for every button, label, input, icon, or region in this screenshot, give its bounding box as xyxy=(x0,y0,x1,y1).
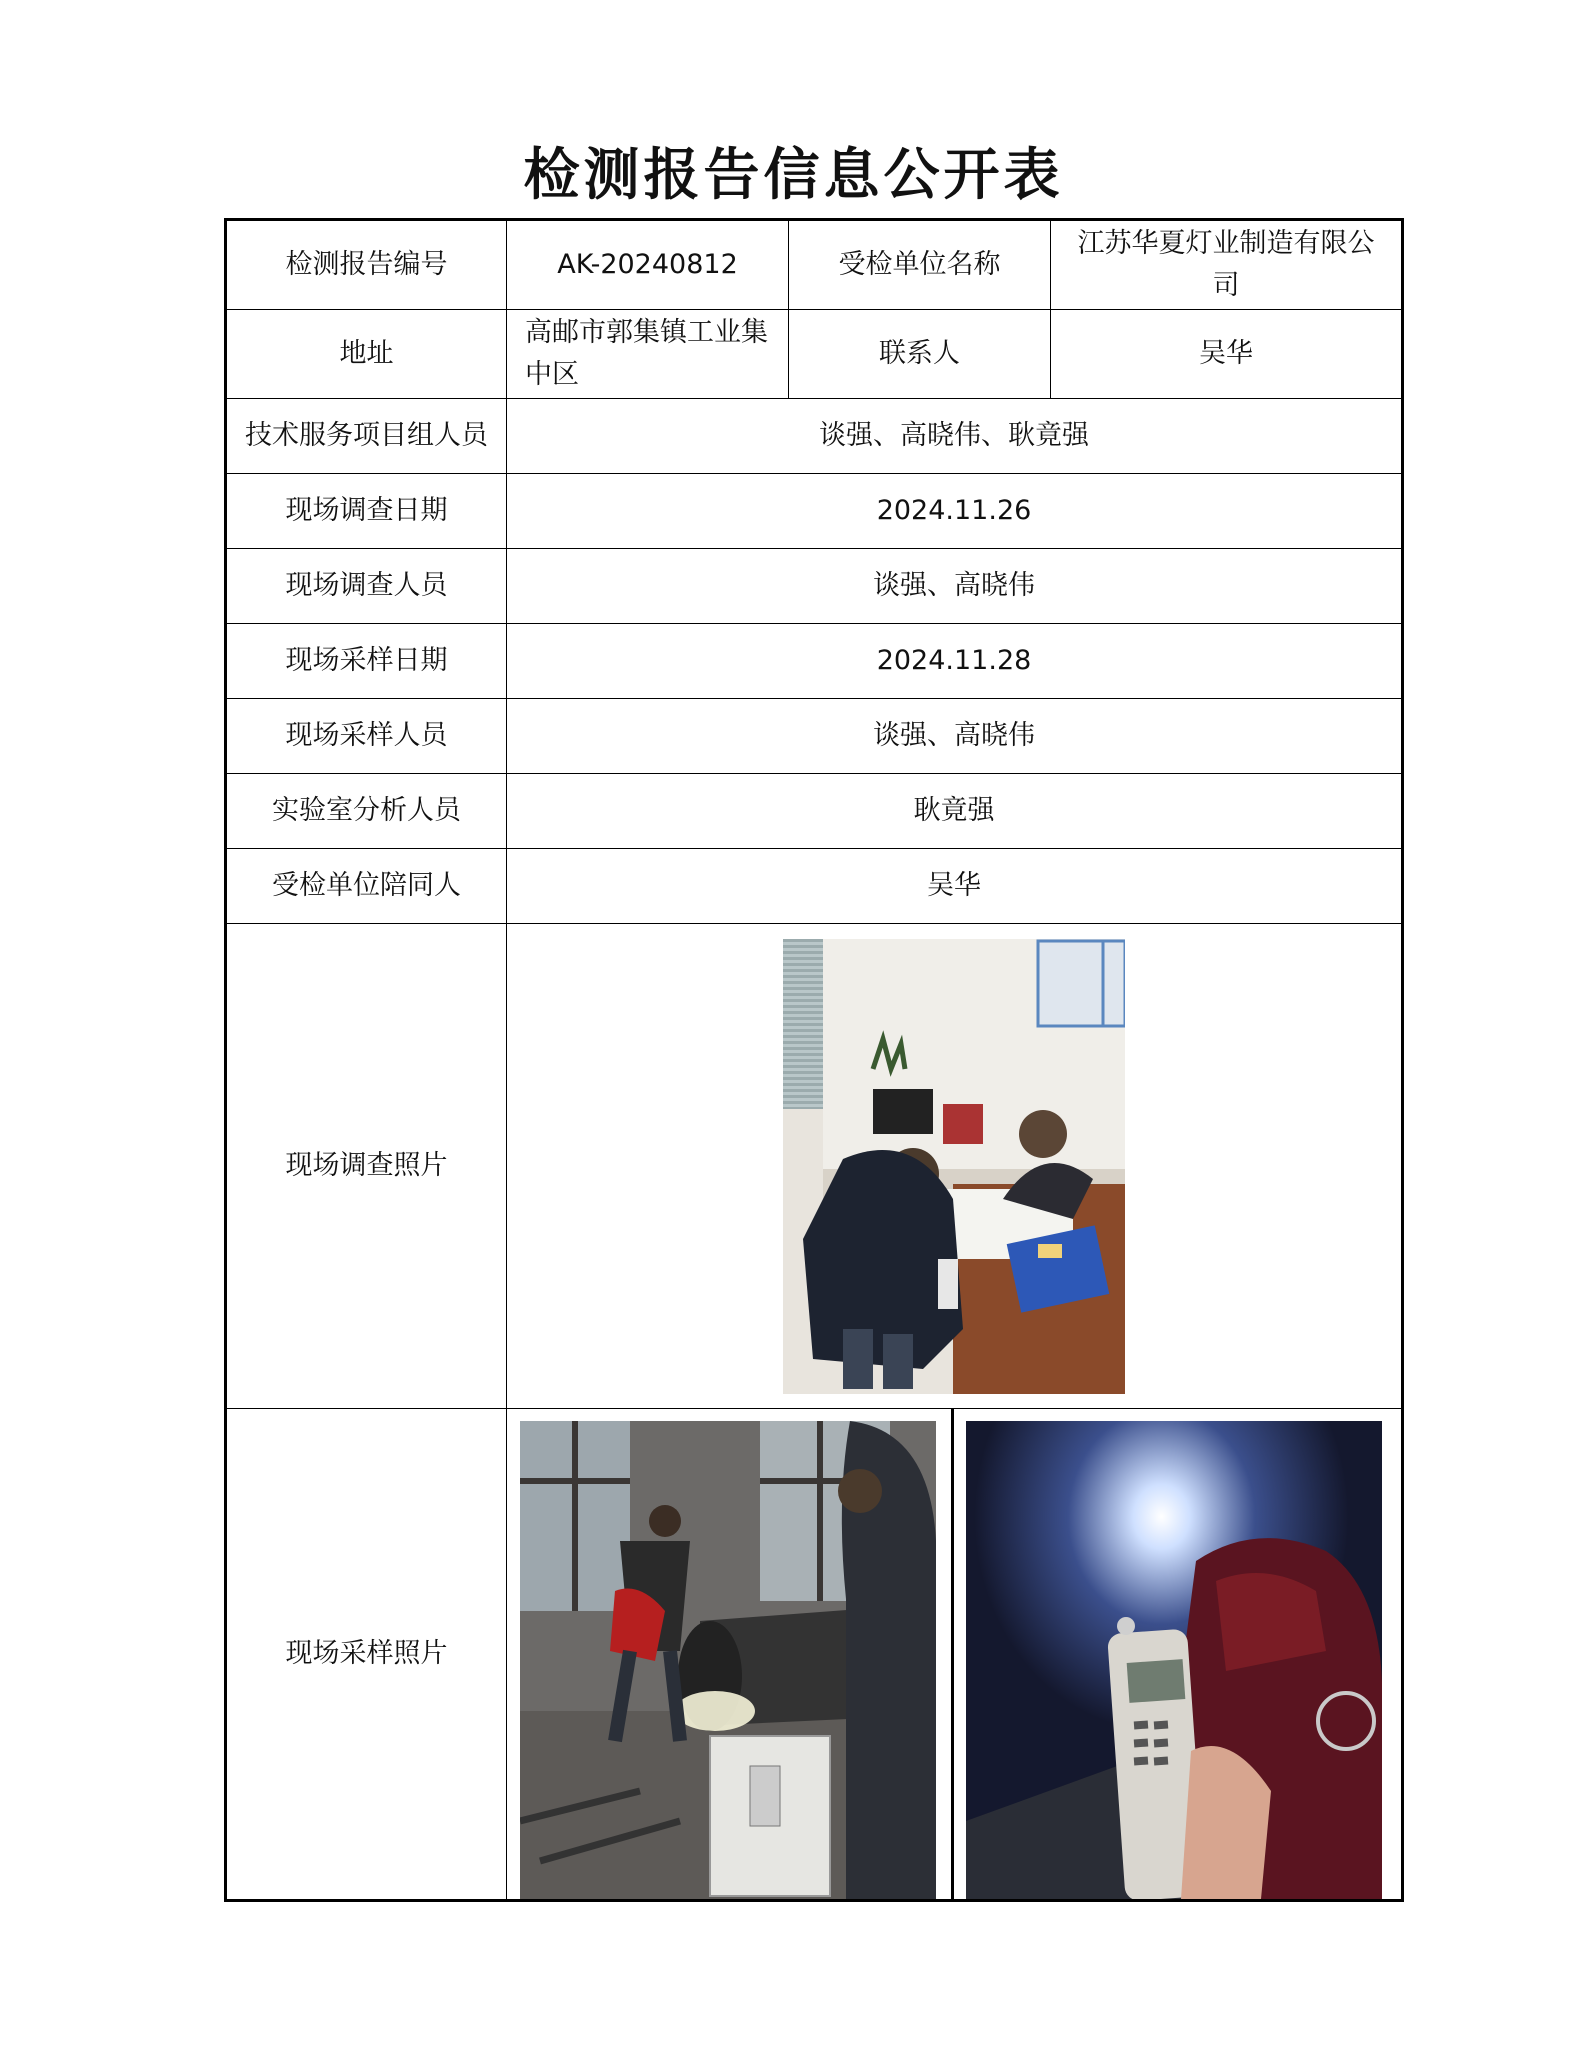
contact-value: 吴华 xyxy=(1051,310,1403,399)
table-row xyxy=(226,474,1403,549)
table-row xyxy=(226,924,1403,1409)
table-row xyxy=(226,399,1403,474)
team-value: 谈强、高晓伟、耿竟强 xyxy=(507,399,1403,474)
team-label: 技术服务项目组人员 xyxy=(226,399,507,474)
table-row xyxy=(226,310,1403,399)
table-row xyxy=(226,220,1403,310)
sampling-photo-noise-meter xyxy=(966,1421,1382,1899)
survey-staff-label: 现场调查人员 xyxy=(226,549,507,624)
sampling-photo-cell xyxy=(507,1409,1403,1901)
table-row xyxy=(226,1409,1403,1901)
sampling-photo-workshop xyxy=(520,1421,936,1899)
client-label: 受检单位名称 xyxy=(789,220,1051,310)
table-row xyxy=(226,549,1403,624)
sampling-date-value: 2024.11.28 xyxy=(507,624,1403,699)
survey-date-label: 现场调查日期 xyxy=(226,474,507,549)
escort-label: 受检单位陪同人 xyxy=(226,849,507,924)
photo-divider xyxy=(951,1409,954,1899)
client-value: 江苏华夏灯业制造有限公司 xyxy=(1051,220,1403,310)
report-no-label: 检测报告编号 xyxy=(226,220,507,310)
escort-value: 吴华 xyxy=(507,849,1403,924)
table-row xyxy=(226,699,1403,774)
survey-photo-label: 现场调查照片 xyxy=(226,924,507,1409)
survey-date-value: 2024.11.26 xyxy=(507,474,1403,549)
address-value: 高邮市郭集镇工业集中区 xyxy=(507,310,789,399)
table-row xyxy=(226,774,1403,849)
info-table xyxy=(224,218,1404,1902)
survey-photo xyxy=(783,939,1125,1394)
survey-staff-value: 谈强、高晓伟 xyxy=(507,549,1403,624)
sampling-date-label: 现场采样日期 xyxy=(226,624,507,699)
report-no-value: AK-20240812 xyxy=(507,220,789,310)
contact-label: 联系人 xyxy=(789,310,1051,399)
sampling-staff-label: 现场采样人员 xyxy=(226,699,507,774)
address-label: 地址 xyxy=(226,310,507,399)
page-title: 检测报告信息公开表 xyxy=(523,143,1064,208)
table-row xyxy=(226,849,1403,924)
table-row xyxy=(226,624,1403,699)
lab-staff-label: 实验室分析人员 xyxy=(226,774,507,849)
sampling-staff-value: 谈强、高晓伟 xyxy=(507,699,1403,774)
lab-staff-value: 耿竟强 xyxy=(507,774,1403,849)
sampling-photo-label: 现场采样照片 xyxy=(226,1409,507,1901)
survey-photo-cell xyxy=(507,924,1403,1409)
